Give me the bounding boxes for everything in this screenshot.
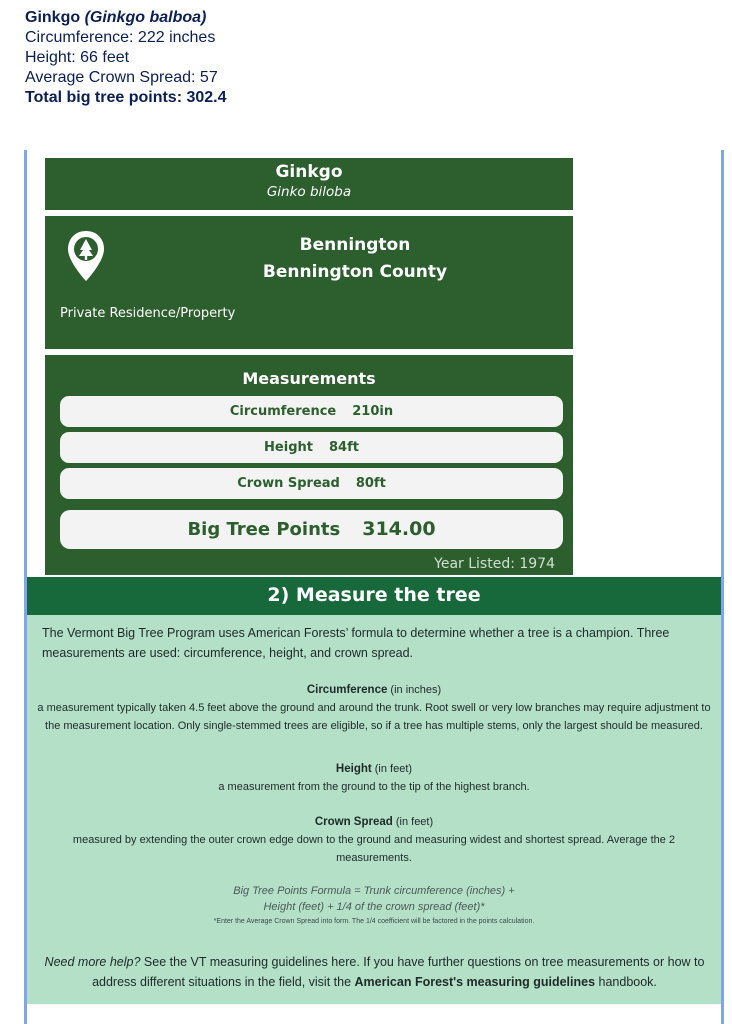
formula-line-2: Height (feet) + 1/4 of the crown spread (feet)*	[263, 901, 485, 913]
measurement-label: Height	[264, 440, 313, 455]
tree-summary	[25, 8, 227, 108]
help-body: If you have further questions on tree measurements or how to address different situations in the field, visit the	[92, 955, 705, 989]
measurement-row-height	[60, 432, 563, 463]
crown-spread-heading: Crown Spread	[314, 816, 393, 828]
summary-total-points: Total big tree points: 302.4	[25, 89, 227, 106]
circumference-heading: Circumference	[306, 684, 388, 696]
circumference-text: a measurement typically taken 4.5 feet above the ground and around the trunk. Root swell or very low branches may require adjustment to the measurement location. Only single-stemmed trees are eligible, so if a tree has multiple stems, only the largest should be measured.	[37, 702, 711, 732]
embedded-tree-record	[24, 150, 724, 1024]
crown-spread-unit: (in feet)	[392, 816, 434, 828]
tree-scientific-name: Ginko biloba	[266, 184, 352, 200]
points-value: 314.00	[362, 518, 436, 540]
summary-scientific-name: (Ginkgo balboa)	[84, 9, 207, 26]
crown-spread-definition	[37, 813, 711, 867]
summary-title	[25, 8, 227, 28]
measurement-label: Circumference	[229, 404, 337, 419]
american-forest-guidelines-link[interactable]: American Forest's measuring guidelines	[354, 975, 596, 989]
measurements-title: Measurements	[242, 369, 376, 388]
county-name: Bennington County	[262, 262, 448, 282]
measurement-value: 80ft	[355, 476, 386, 491]
height-text: a measurement from the ground to the tip of the highest branch.	[218, 781, 530, 793]
measurement-row-circumference	[60, 396, 563, 427]
measurements-card	[45, 355, 573, 575]
summary-circumference: Circumference: 222 inches	[25, 29, 216, 46]
summary-common-name: Ginkgo	[25, 9, 81, 26]
location-pin-tree-icon	[65, 229, 107, 283]
frame-right-border	[721, 150, 724, 1024]
ownership-type: Private Residence/Property	[60, 306, 236, 321]
help-tail: handbook.	[595, 975, 657, 989]
measurement-value: 84ft	[328, 440, 359, 455]
measurement-label: Crown Spread	[237, 476, 340, 491]
measure-instructions-panel	[27, 615, 721, 1004]
points-label: Big Tree Points	[187, 519, 341, 540]
measure-section-heading: 2) Measure the tree	[27, 577, 721, 615]
help-question: Need more help?	[44, 955, 141, 969]
crown-spread-text: measured by extending the outer crown edge down to the ground and measuring widest and shortest spread. Average the 2 measurements.	[72, 834, 676, 864]
vt-guidelines-link[interactable]: See the VT measuring guidelines here.	[140, 955, 360, 969]
tree-common-name: Ginkgo	[275, 162, 343, 182]
circumference-unit: (in inches)	[387, 684, 442, 696]
summary-height: Height: 66 feet	[25, 49, 130, 66]
height-unit: (in feet)	[371, 763, 413, 775]
measurement-value: 210in	[352, 404, 394, 419]
summary-crown-spread: Average Crown Spread: 57	[25, 69, 218, 86]
town-name: Bennington	[299, 235, 411, 255]
points-formula	[37, 883, 711, 929]
circumference-definition	[37, 681, 711, 735]
big-tree-points-row	[60, 510, 563, 549]
year-listed: Year Listed: 1974	[434, 556, 555, 572]
location-card	[45, 216, 573, 349]
formula-line-1: Big Tree Points Formula = Trunk circumference (inches) +	[233, 885, 515, 897]
measurement-row-crown-spread	[60, 468, 563, 499]
formula-footnote: *Enter the Average Crown Spread into form. The 1/4 coefficient will be factored in the points calculation.	[213, 918, 535, 925]
measure-intro: The Vermont Big Tree Program uses American Forests’ formula to determine whether a tree is a champion. Three measurements are used: circumference, height, and crown spread.	[42, 626, 670, 660]
height-definition	[37, 760, 711, 796]
tree-name-card	[45, 158, 573, 210]
help-text	[42, 952, 707, 992]
height-heading: Height	[335, 763, 372, 775]
